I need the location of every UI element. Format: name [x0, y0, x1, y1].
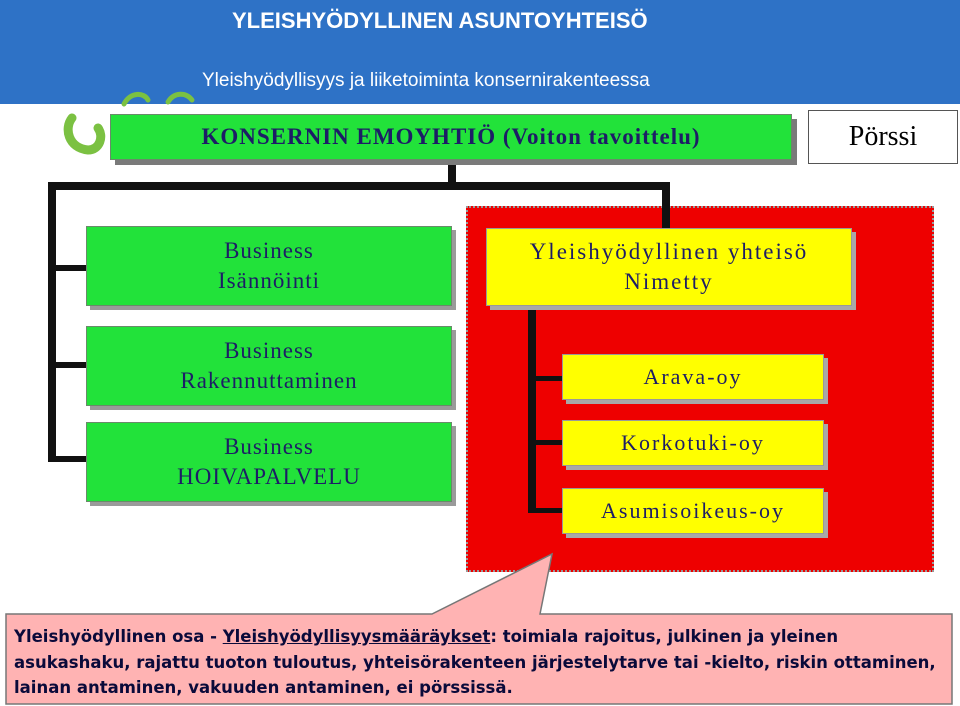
callout-underlined: Yleishyödyllisyysmääräykset: [222, 627, 491, 646]
page-subtitle: Yleishyödyllisyys ja liiketoiminta konsernirakenteessa: [202, 70, 650, 91]
connector-line: [48, 265, 88, 271]
porssi-box: Pörssi: [808, 110, 958, 164]
business-unit-hoivapalvelu: [86, 422, 452, 502]
connector-line: [528, 440, 566, 445]
connector-line: [48, 456, 88, 462]
business-unit-label: Business: [224, 434, 314, 459]
business-unit-label: Business: [224, 338, 314, 363]
subsidiary-asumisoikeus: Asumisoikeus-oy: [562, 488, 824, 534]
connector-line: [48, 362, 88, 368]
connector-line: [662, 182, 670, 230]
business-unit-name: Isännöinti: [218, 268, 320, 293]
connector-line: [48, 182, 670, 190]
nonprofit-entity-box: [486, 228, 852, 306]
business-unit-name: Rakennuttaminen: [180, 368, 358, 393]
callout-rest: : toimiala rajoitus, julkinen ja yleinen asukashaku, rajattu tuoton tuloutus, yhteisörakenteen järjestelytarve tai -kielto, riskin ottaminen, lainan antaminen, vakuuden antaminen, ei pörssissä.: [14, 627, 936, 697]
callout-prefix: Yleishyödyllinen osa -: [14, 627, 223, 646]
business-unit-label: Business: [224, 238, 314, 263]
parent-company-box: KONSERNIN EMOYHTIÖ (Voiton tavoittelu): [110, 114, 792, 160]
subsidiary-arava: Arava-oy: [562, 354, 824, 400]
nonprofit-entity-title: Yleishyödyllinen yhteisö: [529, 239, 809, 264]
connector-line: [528, 306, 536, 512]
connector-line: [48, 182, 56, 462]
business-unit-name: HOIVAPALVELU: [177, 464, 361, 489]
callout-text: [14, 624, 944, 701]
connector-line: [528, 508, 566, 513]
nonprofit-entity-subtitle: Nimetty: [624, 269, 714, 294]
page-title: YLEISHYÖDYLLINEN ASUNTOYHTEISÖ: [232, 8, 648, 33]
business-unit-rakennuttaminen: [86, 326, 452, 406]
subsidiary-korkotuki: Korkotuki-oy: [562, 420, 824, 466]
business-unit-isannointi: [86, 226, 452, 306]
connector-line: [528, 376, 566, 381]
